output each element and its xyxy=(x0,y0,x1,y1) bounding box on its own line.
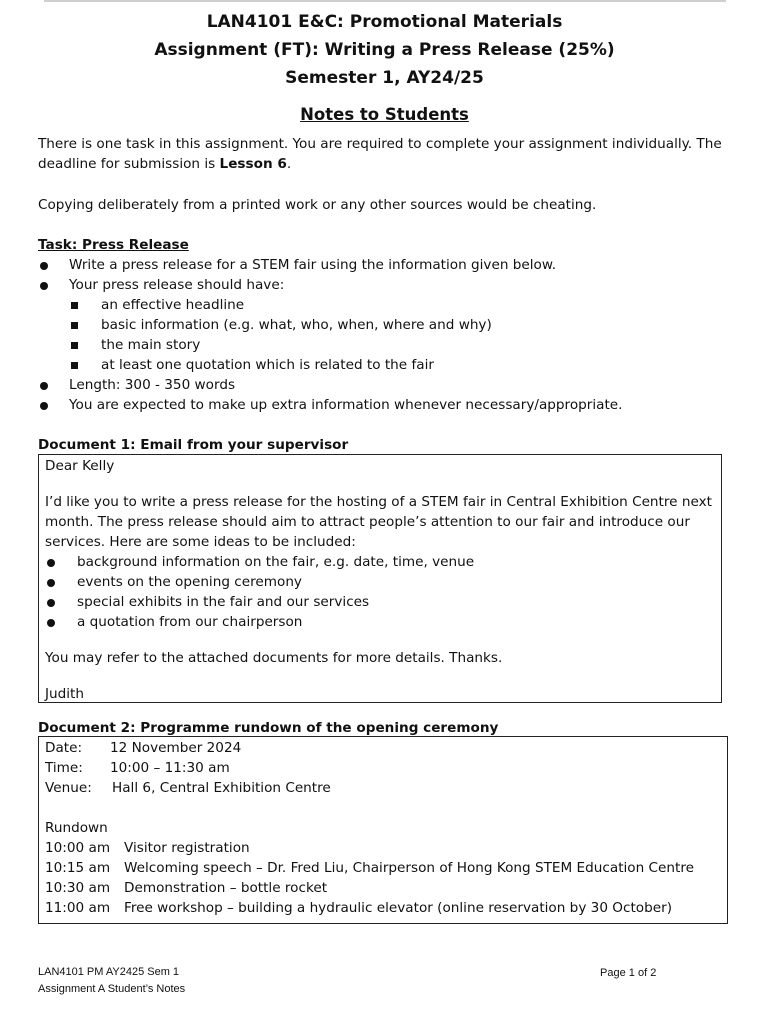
venue-label: Venue: xyxy=(45,780,92,796)
footer-course-code: LAN4101 PM AY2425 Sem 1 xyxy=(38,966,180,978)
doc1-heading: Document 1: Email from your supervisor xyxy=(38,437,349,453)
bullet-icon xyxy=(40,282,48,290)
footer-doc-name: Assignment A Student’s Notes xyxy=(38,983,186,995)
task-bullet-1: Write a press release for a STEM fair using the information given below. xyxy=(69,257,557,273)
bullet-icon xyxy=(47,619,55,627)
rundown-time: 10:00 am xyxy=(45,840,111,856)
deadline-prefix: deadline for submission is xyxy=(38,156,220,172)
bullet-icon xyxy=(40,382,48,390)
doc1-signature: Judith xyxy=(45,686,84,702)
page-total: 2 xyxy=(650,967,657,979)
doc1-para-line-3: services. Here are some ideas to be included: xyxy=(45,534,356,550)
task-bullet-2: Your press release should have: xyxy=(69,277,285,293)
rundown-time: 10:15 am xyxy=(45,860,111,876)
square-bullet-icon xyxy=(71,342,78,349)
bullet-icon xyxy=(40,402,48,410)
time-value: 10:00 – 11:30 am xyxy=(110,760,230,776)
rundown-label: Rundown xyxy=(45,820,108,836)
rundown-time: 11:00 am xyxy=(45,900,111,916)
rundown-event: Welcoming speech – Dr. Fred Liu, Chairperson of Hong Kong STEM Education Centre xyxy=(124,860,695,876)
assignment-title: Assignment (FT): Writing a Press Release (25%) xyxy=(154,40,615,60)
bullet-icon xyxy=(47,599,55,607)
date-label: Date: xyxy=(45,740,83,756)
deadline-suffix: . xyxy=(286,156,292,172)
intro-line-1: There is one task in this assignment. You are required to complete your assignment individually. The xyxy=(38,136,722,152)
bullet-icon xyxy=(40,262,48,270)
task-bullet-4: You are expected to make up extra information whenever necessary/appropriate. xyxy=(69,397,623,413)
task-sub-4: at least one quotation which is related to the fair xyxy=(101,357,434,373)
task-sub-3: the main story xyxy=(101,337,201,353)
page-number: 1 xyxy=(628,967,635,979)
doc1-item-3: special exhibits in the fair and our services xyxy=(77,594,370,610)
deadline-value: Lesson 6 xyxy=(219,156,287,172)
doc2-heading: Document 2: Programme rundown of the opening ceremony xyxy=(38,720,499,736)
course-title: LAN4101 E&C: Promotional Materials xyxy=(206,12,563,32)
doc1-closing: You may refer to the attached documents for more details. Thanks. xyxy=(45,650,503,666)
bullet-icon xyxy=(47,579,55,587)
task-sub-2: basic information (e.g. what, who, when, where and why) xyxy=(101,317,492,333)
time-label: Time: xyxy=(45,760,83,776)
page-of: of xyxy=(637,967,648,979)
bullet-icon xyxy=(47,559,55,567)
notes-heading: Notes to Students xyxy=(300,105,469,124)
square-bullet-icon xyxy=(71,302,78,309)
doc1-para-line-1: I’d like you to write a press release for the hosting of a STEM fair in Central Exhibition Centre next xyxy=(45,494,712,510)
rundown-event: Free workshop – building a hydraulic elevator (online reservation by 30 October) xyxy=(124,900,673,916)
doc1-greeting: Dear Kelly xyxy=(45,458,115,474)
task-bullet-3: Length: 300 - 350 words xyxy=(69,377,236,393)
rundown-time: 10:30 am xyxy=(45,880,111,896)
rundown-event: Visitor registration xyxy=(124,840,250,856)
top-rule xyxy=(44,0,726,2)
doc1-para-line-2: month. The press release should aim to attract people’s attention to our fair and introduce our xyxy=(45,514,690,530)
square-bullet-icon xyxy=(71,362,78,369)
date-value: 12 November 2024 xyxy=(110,740,242,756)
doc1-item-2: events on the opening ceremony xyxy=(77,574,302,590)
intro-line-2 xyxy=(38,156,291,172)
task-sub-1: an effective headline xyxy=(101,297,245,313)
doc1-item-4: a quotation from our chairperson xyxy=(77,614,303,630)
page-indicator xyxy=(600,967,656,979)
venue-value: Hall 6, Central Exhibition Centre xyxy=(112,780,331,796)
copying-note: Copying deliberately from a printed work or any other sources would be cheating. xyxy=(38,197,597,213)
page-prefix: Page xyxy=(600,967,626,979)
square-bullet-icon xyxy=(71,322,78,329)
rundown-event: Demonstration – bottle rocket xyxy=(124,880,328,896)
task-heading: Task: Press Release xyxy=(38,237,189,253)
semester-title: Semester 1, AY24/25 xyxy=(285,68,484,88)
doc1-item-1: background information on the fair, e.g. date, time, venue xyxy=(77,554,475,570)
